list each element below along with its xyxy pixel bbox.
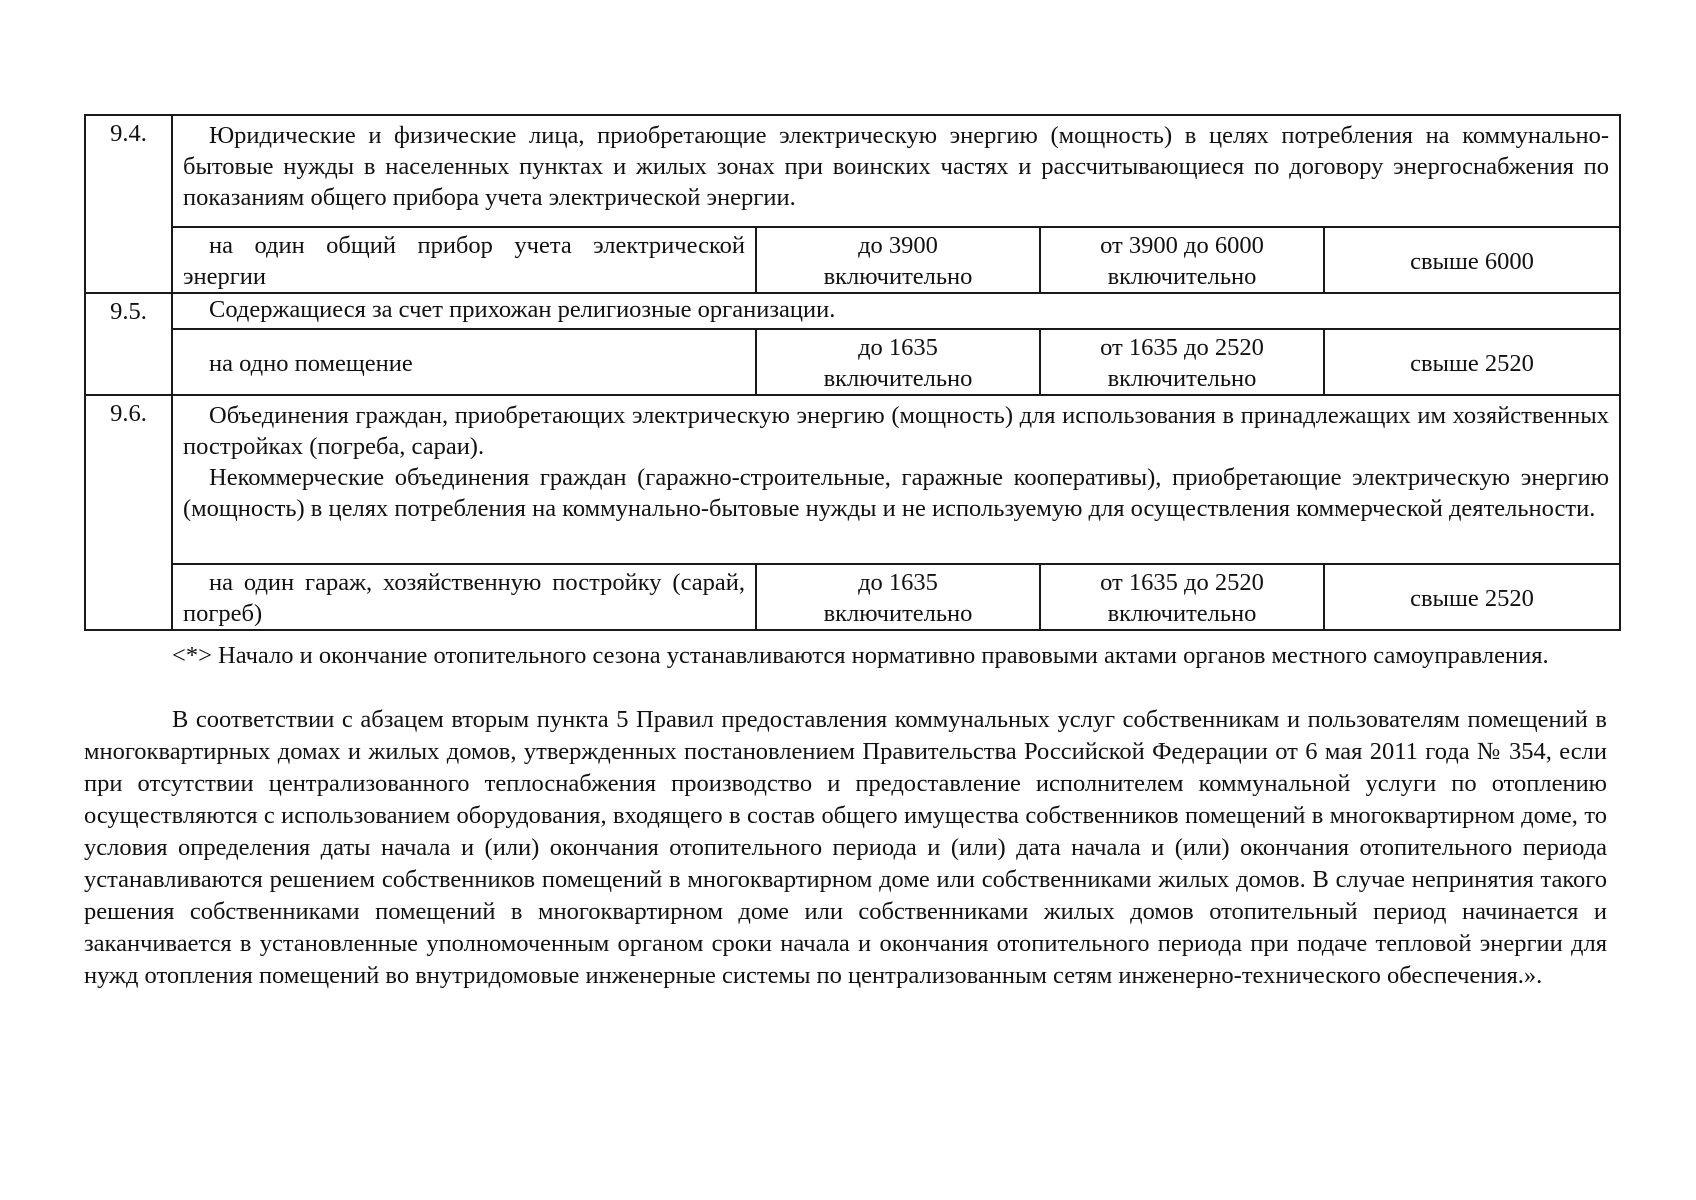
section-number: 9.4. [85,115,172,293]
table-row [85,395,1620,564]
range-qualifier: включительно [1107,263,1257,290]
unit-label: на один гараж, хозяйственную постройку (сарай, погреб) [183,569,745,627]
range-value: от 3900 до 6000 [1100,232,1264,259]
description-paragraph: Содержащиеся за счет прихожан религиозные организации. [209,296,836,323]
range-qualifier: включительно [823,263,973,290]
range-value: до 1635 [858,334,938,361]
range-qualifier: включительно [1107,365,1257,392]
range-value: до 1635 [858,569,938,596]
section-description [172,395,1620,564]
range-value: от 1635 до 2520 [1100,569,1264,596]
footnote [84,640,1607,672]
range-value: свыше 2520 [1410,584,1534,612]
unit-cell [172,227,756,293]
table-row [85,115,1620,227]
footnote-text: <*> Начало и окончание отопительного сезона устанавливаются нормативно правовыми актами органов местного самоуправления. [172,642,1549,669]
tariff-table [84,114,1621,631]
description-paragraph: Объединения граждан, приобретающих электрическую энергию (мощность) для использования в принадлежащих им хозяйственных постройках (погреба, сараи). [183,402,1610,460]
range-cell-3 [1324,227,1620,293]
section-number: 9.5. [85,293,172,395]
section-number: 9.6. [85,395,172,630]
table-row [85,564,1620,630]
table-row [85,293,1620,329]
range-value: свыше 2520 [1410,349,1534,377]
body-paragraph [84,704,1607,992]
description-paragraph: Юридические и физические лица, приобретающие электрическую энергию (мощность) в целях потребления на коммунально-бытовые нужды в населенных пунктах и жилых зонах при воинских частях и рассчитывающиеся по договору энергоснабжения по показаниям общего прибора учета электрической энергии. [183,122,1610,211]
range-cell-1 [756,329,1040,395]
range-cell-2 [1040,329,1324,395]
range-cell-2 [1040,564,1324,630]
unit-label: на одно помещение [209,349,413,377]
range-value: свыше 6000 [1410,247,1534,275]
unit-cell [172,329,756,395]
range-value: от 1635 до 2520 [1100,334,1264,361]
unit-cell [172,564,756,630]
unit-label: на один общий прибор учета электрической энергии [183,232,745,290]
range-qualifier: включительно [823,600,973,627]
range-qualifier: включительно [823,365,973,392]
description-paragraph: Некоммерческие объединения граждан (гаражно-строительные, гаражные кооперативы), приобретающие электрическую энергию (мощность) в целях потребления на коммунально-бытовые нужды и не используемую для осуществления коммерческой деятельности. [183,464,1610,522]
paragraph-text: В соответствии с абзацем вторым пункта 5 Правил предоставления коммунальных услуг собственникам и пользователям помещений в многоквартирных домах и жилых домов, утвержденных постановлением Правительства Российской Федерации от 6 мая 2011 года № 354, если при отсутствии централизованного теплоснабжения производство и предоставление исполнителем коммунальной услуги по отоплению осуществляются с использованием оборудования, входящего в состав общего имущества собственников помещений в многоквартирном доме, то условия определения даты начала и (или) окончания отопительного периода и (или) дата начала и (или) окончания отопительного периода устанавливаются решением собственников помещений в многоквартирном доме или собственниками жилых домов. В случае непринятия такого решения собственниками помещений в многоквартирном доме или собственниками жилых домов отопительный период начинается и заканчивается в установленные уполномоченным органом сроки начала и окончания отопительного периода при подаче тепловой энергии для нужд отопления помещений во внутридомовые инженерные системы по централизованным сетям инженерно-технического обеспечения.». [84,706,1607,989]
range-cell-3 [1324,329,1620,395]
range-value: до 3900 [858,232,938,259]
range-cell-1 [756,564,1040,630]
section-description [172,293,1620,329]
range-cell-1 [756,227,1040,293]
range-cell-3 [1324,564,1620,630]
table-row [85,329,1620,395]
section-description [172,115,1620,227]
range-qualifier: включительно [1107,600,1257,627]
range-cell-2 [1040,227,1324,293]
table-row [85,227,1620,293]
